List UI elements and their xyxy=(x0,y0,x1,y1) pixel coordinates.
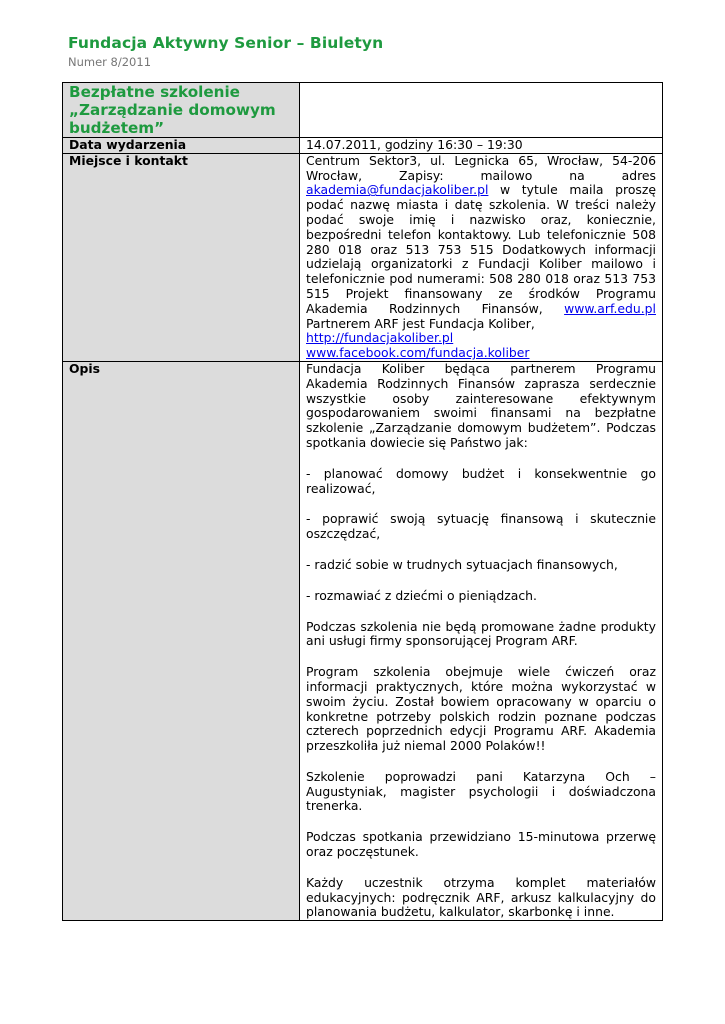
bulletin-title: Fundacja Aktywny Senior – Biuletyn xyxy=(68,34,384,52)
event-heading-row xyxy=(63,83,663,138)
event-heading-cell xyxy=(63,83,300,138)
description-paragraph: Szkolenie poprowadzi pani Katarzyna Och – Augustyniak, magister psychologii i doświadczona trenerka. xyxy=(306,768,656,814)
date-label: Data wydarzenia xyxy=(63,138,300,154)
description-paragraph: - rozmawiać z dziećmi o pieniądzach. xyxy=(306,587,537,603)
place-row xyxy=(63,153,663,361)
email-link[interactable]: akademia@fundacjakoliber.pl xyxy=(306,182,489,198)
description-paragraph: - radzić sobie w trudnych sytuacjach finansowych, xyxy=(306,556,618,572)
description-paragraph: Podczas spotkania przewidziano 15-minutowa przerwę oraz poczęstunek. xyxy=(306,829,656,860)
place-details-text: w tytule maila proszę podać nazwę miasta i datę szkolenia. W treści należy podać swoje imię i nazwisko oraz, koniecznie, bezpośredni telefon kontaktowy. Lub telefonicznie 508 280 018 oraz 513 753 515 Dodatkowych informacji udzielają organizatorki z Fundacji Koliber mailowo i telefonicznie pod numerami: 508 280 018 oraz 513 753 515 Projekt finansowany ze środków Programu Akademia Rodzinnych Finansów, xyxy=(306,182,656,316)
date-value: 14.07.2011, godziny 16:30 – 19:30 xyxy=(300,138,663,154)
issue-number: Numer 8/2011 xyxy=(68,55,152,69)
description-paragraph: Program szkolenia obejmuje wiele ćwiczeń oraz informacji praktycznych, które można wykorzystać w swoim życiu. Został bowiem opracowany w oparciu o konkretne potrzeby polskich rodzin poznane podczas czterech poprzednich edycji Programu ARF. Akademia przeszkoliła już niemal 2000 Polaków!! xyxy=(306,664,656,754)
koliber-link[interactable]: http://fundacjakoliber.pl xyxy=(306,330,454,346)
description-paragraph: Każdy uczestnik otrzyma komplet materiałów edukacyjnych: podręcznik ARF, arkusz kalkulacyjny do planowania budżetu, kalkulator, skarbonkę i inne. xyxy=(306,874,656,920)
description-paragraph: - planować domowy budżet i konsekwentnie go realizować, xyxy=(306,465,656,496)
bulletin-header xyxy=(68,34,383,69)
place-label: Miejsce i kontakt xyxy=(63,153,300,361)
arf-link[interactable]: www.arf.edu.pl xyxy=(564,300,656,316)
facebook-link[interactable]: www.facebook.com/fundacja.koliber xyxy=(306,345,530,361)
place-partner-text: Partnerem ARF jest Fundacja Koliber, xyxy=(306,315,535,331)
description-paragraph: - poprawić swoją sytuację finansową i skutecznie oszczędzać, xyxy=(306,511,656,542)
description-row xyxy=(63,361,663,920)
description-label: Opis xyxy=(63,361,300,920)
place-value xyxy=(300,153,663,361)
description-value xyxy=(300,361,663,920)
description-paragraph: Podczas szkolenia nie będą promowane żadne produkty ani usługi firmy sponsorującej Program ARF. xyxy=(306,618,656,649)
event-heading: Bezpłatne szkolenie „Zarządzanie domowym budżetem” xyxy=(69,83,276,137)
heading-empty-cell xyxy=(300,83,663,138)
description-paragraph: Fundacja Koliber będąca partnerem Programu Akademia Rodzinnych Finansów zaprasza serdecznie wszystkie osoby zainteresowane efektywnym gospodarowaniem swoimi finansami na bezpłatne szkolenie „Zarządzanie domowym budżetem”. Podczas spotkania dowiecie się Państwo jak: xyxy=(306,360,656,450)
place-address-text: Centrum Sektor3, ul. Legnicka 65, Wrocław, 54-206 Wrocław, Zapisy: mailowo na adres xyxy=(306,152,656,183)
event-table xyxy=(62,82,663,921)
date-row xyxy=(63,138,663,154)
